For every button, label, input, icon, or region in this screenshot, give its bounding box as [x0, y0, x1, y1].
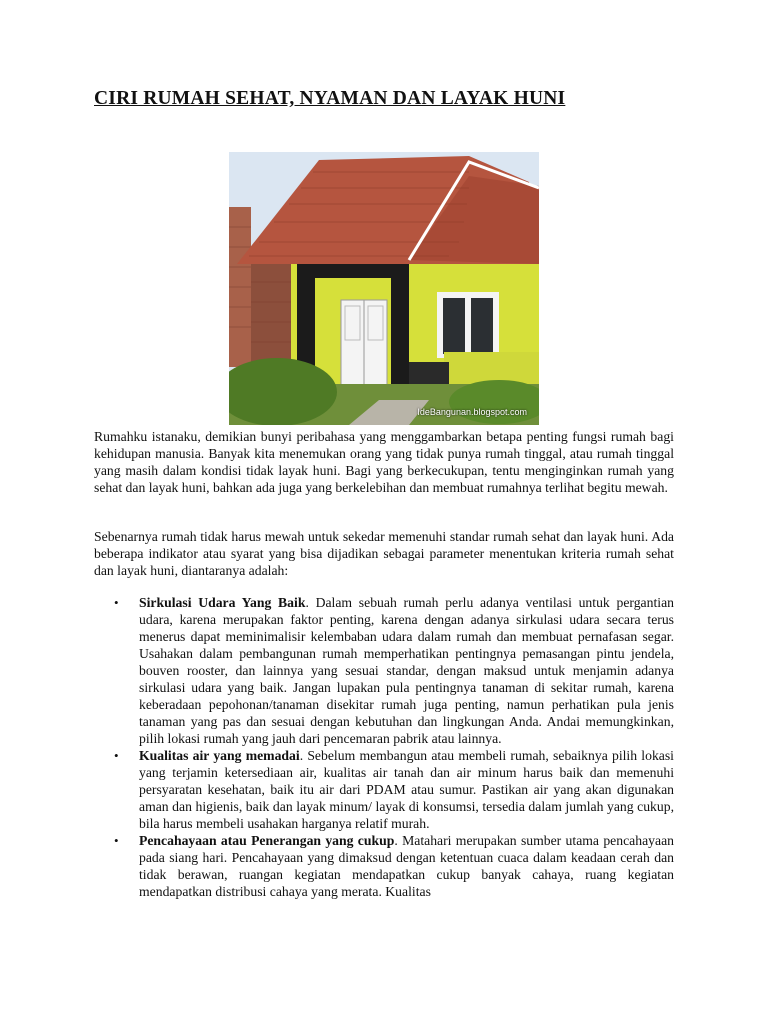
- list-item-text: . Matahari merupakan sumber utama pencahayaan pada siang hari. Pencahayaan yang dimaksud dengan ketentuan cuaca dalam keadaan cerah dan tidak berawan, ruangan kegiatan mendapatkan cukup banyak cahaya, ruang kegiatan mendapatkan distribusi cahaya yang merata. Kualitas: [139, 833, 674, 899]
- house-photo: [229, 152, 539, 425]
- list-item: [94, 832, 674, 900]
- list-item-heading: Pencahayaan atau Penerangan yang cukup: [139, 833, 395, 848]
- criteria-intro-paragraph: Sebenarnya rumah tidak harus mewah untuk sekedar memenuhi standar rumah sehat dan layak huni. Ada beberapa indikator atau syarat yang bisa dijadikan sebagai parameter menentukan kriteria rumah sehat dan layak huni, diantaranya adalah:: [94, 529, 674, 578]
- list-item-heading: Sirkulasi Udara Yang Baik: [139, 595, 306, 610]
- bullet-icon: •: [114, 595, 119, 610]
- list-item-text: . Dalam sebuah rumah perlu adanya ventilasi untuk pergantian udara, karena merupakan faktor penting, karena dengan adanya sirkulasi udara secara terus menerus dapat meminimalisir kelembaban udara dalam rumah dan membuat pernafasan segar. Usahakan dalam pembangunan rumah memperhatikan pentingnya pemasangan pintu jendela, bouven rooster, dan lainnya yang sesuai standar, dengan maksud untuk menjamin adanya sirkulasi udara yang baik. Jangan lupakan pula pentingnya tanaman di sekitar rumah, karena keberadaan pepohonan/tanaman disekitar rumah juga penting, namun perhatikan pula jenis tanaman yang pas dan sesuai dengan kebutuhan dan lingkungan Anda. Andai memungkinkan, pilih lokasi rumah yang jauh dari pencemaran pabrik atau lainnya.: [139, 595, 675, 746]
- bullet-icon: •: [114, 833, 119, 848]
- list-item: [94, 594, 674, 747]
- photo-watermark: IdeBangunan.blogspot.com: [417, 407, 527, 417]
- intro-paragraph: Rumahku istanaku, demikian bunyi peribahasa yang menggambarkan betapa penting fungsi rumah bagi kehidupan manusia. Banyak kita menemukan orang yang tidak punya rumah tinggal, atau rumah tinggal yang masih dalam kondisi tidak layak huni. Bagi yang berkecukupan, tentu menginginkan rumah yang sehat dan layak huni, bahkan ada juga yang berkelebihan dan membuat rumahnya terlihat begitu mewah.: [94, 429, 674, 495]
- house-illustration: [229, 152, 539, 425]
- list-item-text: . Sebelum membangun atau membeli rumah, sebaiknya pilih lokasi yang terjamin ketersediaan air, kualitas air tanah dan air minum harus baik dan memenuhi persyaratan kesehatan, baik itu air dari PDAM atau sumur. Pastikan air yang akan digunakan aman dan higienis, baik dan layak minum/ layak di konsumsi, tersedia dalam jumlah yang cukup, bila harus membeli usahakan harganya relatif murah.: [139, 748, 674, 831]
- document-title: CIRI RUMAH SEHAT, NYAMAN DAN LAYAK HUNI: [94, 88, 566, 109]
- list-item: [94, 747, 674, 832]
- criteria-list: [94, 594, 674, 900]
- bullet-icon: •: [114, 748, 119, 763]
- list-item-heading: Kualitas air yang memadai: [139, 748, 300, 763]
